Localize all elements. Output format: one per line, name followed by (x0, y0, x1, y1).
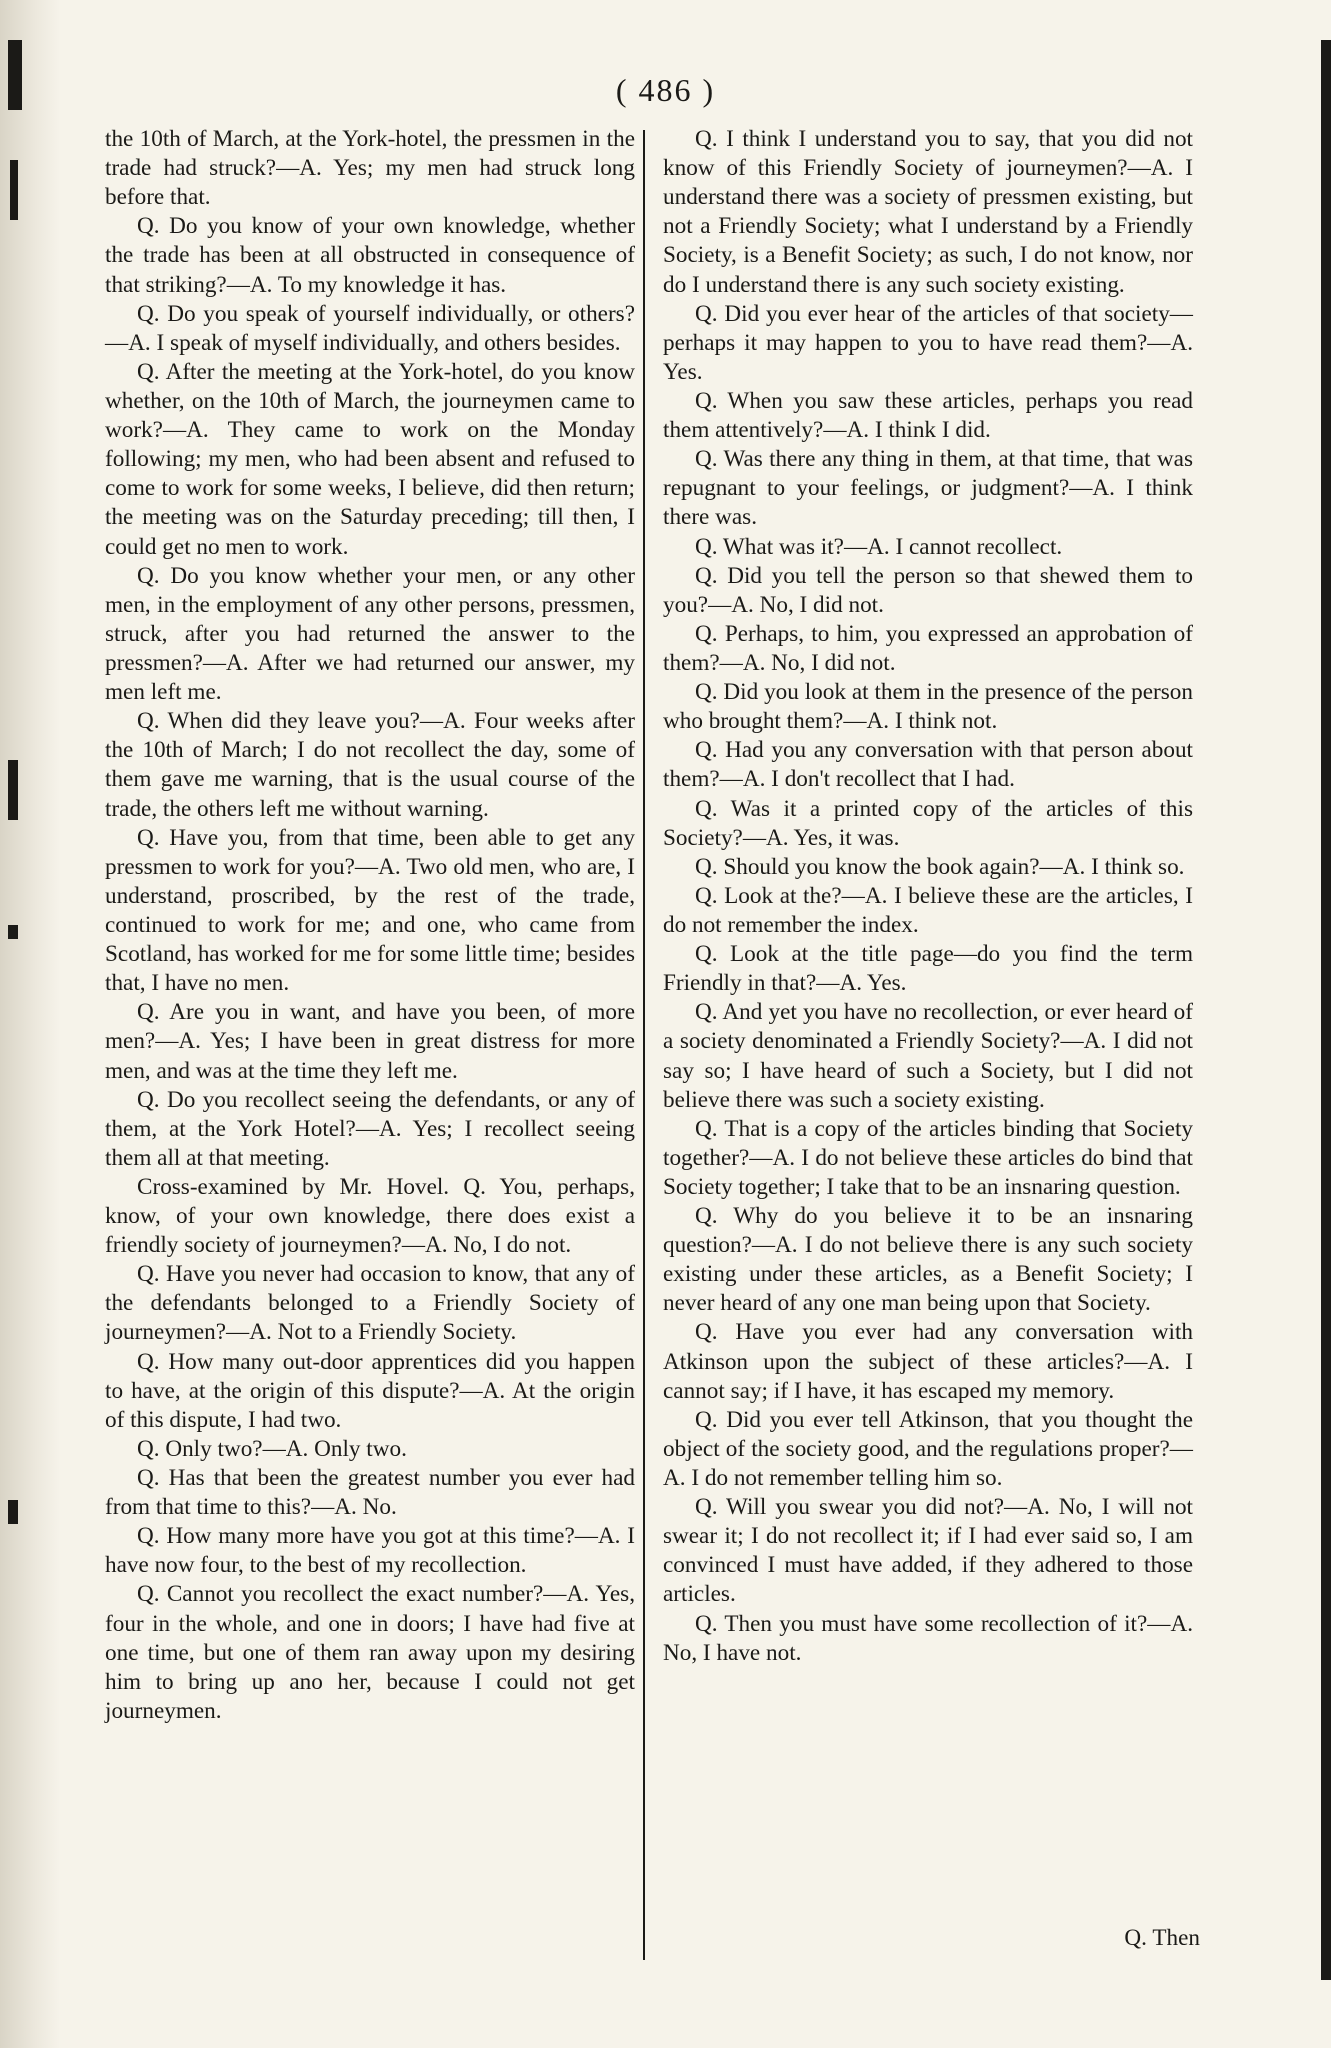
paragraph: Q. After the meeting at the York-hotel, do you know whether, on the 10th of March, the journeymen came to work?—A. They came to work on the Monday following; my men, who had been absent and refused to come to work for some weeks, I believe, did then return; the meeting was on the Saturday preceding; till then, I could get no men to work. (105, 358, 635, 560)
paragraph: Q. Have you never had occasion to know, that any of the defendants belonged to a Friendly Society of journeymen?—A. Not to a Friendly Society. (105, 1261, 635, 1346)
paragraph: Q. Then you must have some recollection of it?—A. No, I have not. (663, 1610, 1193, 1666)
paragraph: Q. Was there any thing in them, at that time, that was repugnant to your feelings, or judgment?—A. I think there was. (663, 446, 1193, 531)
paragraph: Q. Had you any conversation with that person about them?—A. I don't recollect that I had. (663, 737, 1193, 793)
edge-mark (10, 160, 18, 220)
paragraph: Q. Look at the?—A. I believe these are the articles, I do not remember the index. (663, 882, 1193, 938)
page-edge-shadow (1321, 40, 1331, 1980)
paragraph: Q. And yet you have no recollection, or ever heard of a society denominated a Friendly Society?—A. I did not say so; I have heard of such a Society, but I did not believe there was such a society existing. (663, 999, 1193, 1113)
edge-mark (8, 925, 18, 939)
paragraph: Q. Why do you believe it to be an insnaring question?—A. I do not believe there is any such society existing under these articles, as a Benefit Society; I never heard of any one man being upon that Society. (663, 1203, 1193, 1317)
edge-mark (8, 760, 18, 820)
paragraph: Q. That is a copy of the articles binding that Society together?—A. I do not believe these articles do bind that Society together; I take that to be an insnaring question. (663, 1115, 1193, 1200)
page-number: ( 486 ) (615, 72, 716, 108)
paragraph: Q. When you saw these articles, perhaps you read them attentively?—A. I think I did. (663, 387, 1193, 444)
paragraph: Q. Did you ever hear of the articles of that society—perhaps it may happen to you to have read them?—A. Yes. (663, 300, 1193, 385)
right-column (663, 125, 1193, 1668)
paragraph: Q. I think I understand you to say, that you did not know of this Friendly Society of journeymen?—A. I understand there was a society of pressmen existing, but not a Friendly Society; what I understand by a Friendly Society, is a Benefit Society; as such, I do not know, nor do I understand there is any such society existing. (663, 126, 1193, 298)
paragraph: Q. Cannot you recollect the exact number?—A. Yes, four in the whole, and one in doors; I have had five at one time, but one of them ran away upon my desiring him to bring up ano her, because I could not get journeymen. (105, 1581, 635, 1724)
paragraph: Q. Are you in want, and have you been, of more men?—A. Yes; I have been in great distress for more men, and was at the time they left me. (105, 999, 635, 1084)
paragraph: Q. Did you tell the person so that shewed them to you?—A. No, I did not. (663, 562, 1193, 618)
paragraph: Q. Do you know whether your men, or any other men, in the employment of any other persons, pressmen, struck, after you had returned the answer to the pressmen?—A. After we had returned our answer, my men left me. (105, 562, 635, 706)
binding-edge (0, 0, 60, 2048)
paragraph: Q. Will you swear you did not?—A. No, I will not swear it; I do not recollect it; if I had ever said so, I am convinced I must have added, if they adhered to those articles. (663, 1494, 1193, 1608)
paragraph: Q. How many out-door apprentices did you happen to have, at the origin of this dispute?—A. At the origin of this dispute, I had two. (105, 1348, 635, 1433)
paragraph: Q. Should you know the book again?—A. I think so. (695, 853, 1185, 880)
paragraph: Q. Have you, from that time, been able to get any pressmen to work for you?—A. Two old men, who are, I understand, proscribed, by the rest of the trade, continued to work for me; and one, who came from Scotland, has worked for me for some little time; besides that, I have no men. (105, 824, 635, 997)
edge-mark (8, 1500, 18, 1524)
paragraph: Q. Look at the title page—do you find the term Friendly in that?—A. Yes. (663, 941, 1193, 997)
left-column (105, 125, 635, 1726)
paragraph: Q. Did you look at them in the presence of the person who brought them?—A. I think not. (663, 679, 1193, 735)
paragraph: Q. Do you know of your own knowledge, whether the trade has been at all obstructed in consequence of that striking?—A. To my knowledge it has. (105, 213, 635, 298)
paragraph: Q. Only two?—A. Only two. (137, 1435, 407, 1462)
catchword: Q. Then (1124, 1925, 1200, 1951)
paragraph: the 10th of March, at the York-hotel, the pressmen in the trade had struck?—A. Yes; my men had struck long before that. (105, 126, 635, 211)
paragraph: Cross-examined by Mr. Hovel. Q. You, perhaps, know, of your own knowledge, there does exist a friendly society of journeymen?—A. No, I do not. (105, 1173, 635, 1259)
paragraph: Q. Have you ever had any conversation with Atkinson upon the subject of these articles?—A. I cannot say; if I have, it has escaped my memory. (663, 1319, 1193, 1404)
paragraph: Q. How many more have you got at this time?—A. I have now four, to the best of my recollection. (105, 1523, 635, 1579)
paragraph: Q. Do you recollect seeing the defendants, or any of them, at the York Hotel?—A. Yes; I recollect seeing them all at that meeting. (105, 1086, 635, 1171)
column-divider (643, 130, 645, 1960)
paragraph: Q. When did they leave you?—A. Four weeks after the 10th of March; I do not recollect the day, some of them gave me warning, that is the usual course of the trade, the others left me without warning. (105, 708, 635, 822)
paragraph: Q. What was it?—A. I cannot recollect. (695, 533, 1063, 560)
paragraph: Q. Do you speak of yourself individually, or others?—A. I speak of myself individually, and others besides. (105, 300, 635, 356)
paragraph: Q. Was it a printed copy of the articles of this Society?—A. Yes, it was. (663, 795, 1193, 851)
paragraph: Q. Did you ever tell Atkinson, that you thought the object of the society good, and the regulations proper?—A. I do not remember telling him so. (663, 1406, 1193, 1492)
paragraph: Q. Perhaps, to him, you expressed an approbation of them?—A. No, I did not. (663, 620, 1193, 676)
paragraph: Q. Has that been the greatest number you ever had from that time to this?—A. No. (105, 1465, 635, 1521)
